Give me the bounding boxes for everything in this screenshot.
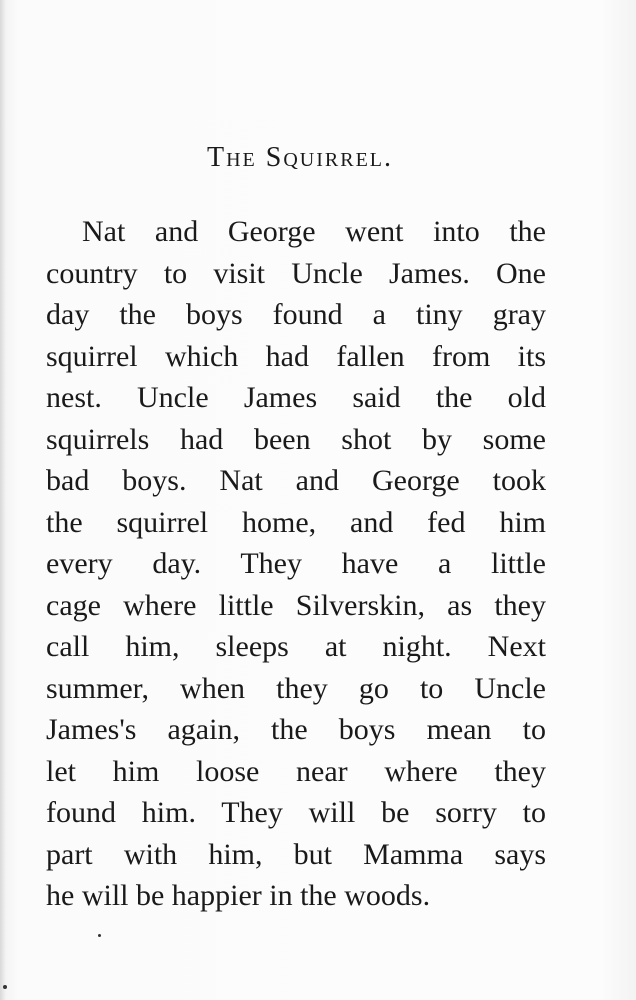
text-line: bad boys. Nat and George took	[46, 464, 546, 497]
text-line: every day. They have a little	[46, 547, 546, 580]
text-line: Nat and George went into the	[82, 215, 546, 248]
text-line: let him loose near where they	[46, 754, 546, 788]
ink-speck	[98, 934, 101, 937]
text-line: squirrels had been shot by some	[46, 422, 546, 456]
text-line: summer, when they go to Uncle	[46, 671, 546, 705]
text-line: he will be happier in the woods.	[46, 879, 431, 912]
text-line: part with him, but Mamma says	[46, 837, 546, 871]
text-line: call him, sleeps at night. Next	[46, 630, 546, 663]
text-line: James's again, the boys mean to	[46, 713, 546, 746]
text-line: the squirrel home, and fed him	[46, 505, 546, 539]
ink-speck	[3, 985, 7, 989]
text-line: cage where little Silverskin, as they	[46, 588, 546, 622]
text-line: day the boys found a tiny gray	[46, 298, 546, 331]
page-title: The Squirrel.	[207, 142, 393, 173]
text-line: squirrel which had fallen from its	[46, 339, 546, 373]
text-line: found him. They will be sorry to	[46, 796, 546, 829]
text-line: nest. Uncle James said the old	[46, 381, 546, 414]
story-paragraph	[46, 211, 546, 917]
text-line: country to visit Uncle James. One	[46, 256, 546, 290]
